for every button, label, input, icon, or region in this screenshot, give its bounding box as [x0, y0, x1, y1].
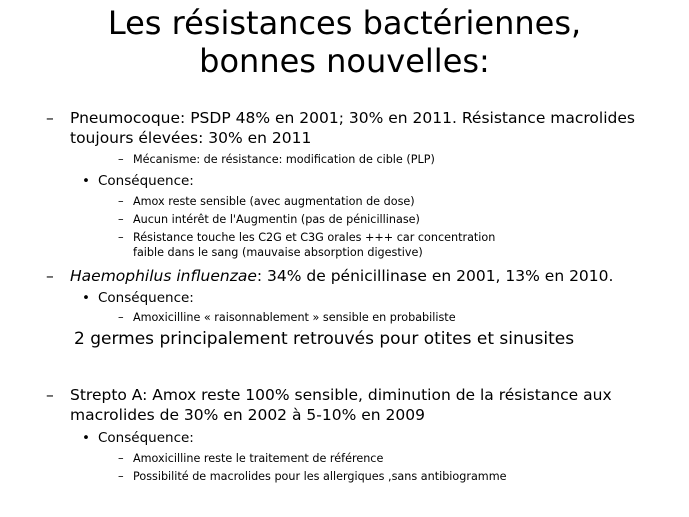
dash-marker: –	[46, 386, 54, 404]
detail-line: Amox reste sensible (avec augmentation de dose)	[133, 195, 415, 208]
dash-marker: –	[118, 452, 124, 465]
section-label: Strepto A:	[70, 386, 148, 404]
detail-line: Résistance touche les C2G et C3G orales +++ car concentration faible dans le sang (mauvaise absorption digestive)	[133, 231, 496, 259]
detail-line: Mécanisme: de résistance: modification de cible (PLP)	[133, 153, 435, 166]
dash-marker: –	[118, 153, 124, 166]
dash-marker: –	[118, 213, 124, 226]
highlight-text: 2 germes principalement retrouvés pour otites et sinusites	[74, 329, 575, 349]
section-text: PSDP 48% en 2001; 30% en 2011. Résistance macrolides toujours élevées: 30% en 2011	[70, 109, 635, 147]
section-text: : 34% de pénicillinase en 2001, 13% en 2010.	[256, 267, 614, 285]
section-pneumocoque	[70, 108, 682, 148]
detail-line: Amoxicilline reste le traitement de référence	[133, 452, 384, 465]
title-line-1: Les résistances bactériennes,	[107, 4, 582, 42]
dash-marker: –	[46, 109, 54, 127]
dash-marker: –	[118, 231, 124, 244]
dash-marker: –	[46, 267, 54, 285]
dash-marker: –	[118, 195, 124, 208]
bullet-marker: •	[82, 430, 90, 446]
section-label: Pneumocoque:	[70, 109, 186, 127]
consequence-label: Conséquence:	[98, 173, 194, 189]
detail-line: Aucun intérêt de l'Augmentin (pas de pénicillinase)	[133, 213, 420, 226]
consequence-label: Conséquence:	[98, 430, 194, 446]
slide-title	[0, 4, 689, 80]
section-label: Haemophilus influenzae	[70, 267, 257, 285]
title-line-2: bonnes nouvelles:	[199, 42, 490, 80]
section-strepto	[70, 385, 682, 425]
dash-marker: –	[118, 311, 124, 324]
consequence-label: Conséquence:	[98, 290, 194, 306]
section-haemophilus	[70, 266, 682, 286]
section-text: Amox reste 100% sensible, diminution de la résistance aux macrolides de 30% en 2002 à 5-10% en 2009	[70, 386, 612, 424]
detail-line: Amoxicilline « raisonnablement » sensible en probabiliste	[133, 311, 456, 324]
bullet-marker: •	[82, 290, 90, 306]
dash-marker: –	[118, 470, 124, 483]
bullet-marker: •	[82, 173, 90, 189]
detail-line: Possibilité de macrolides pour les allergiques ,sans antibiogramme	[133, 470, 507, 483]
